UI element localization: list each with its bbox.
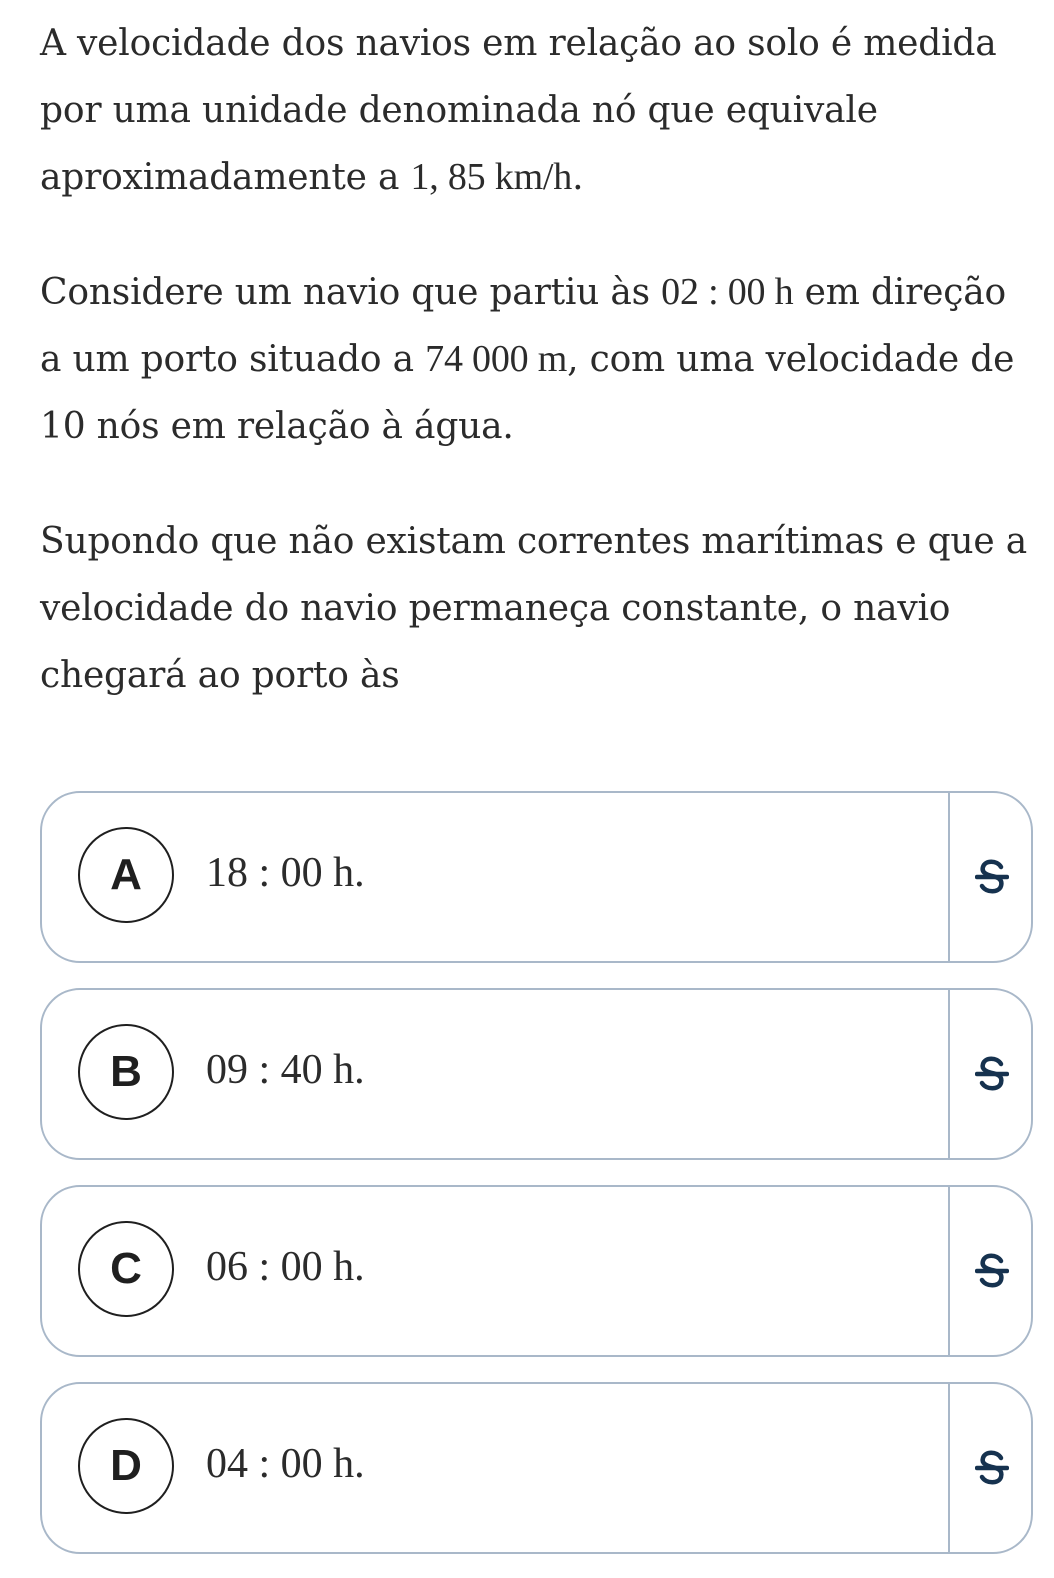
option-select-area[interactable] [42,1384,950,1552]
paragraph-text: Supondo que não existam correntes marítimas e que a velocidade do navio permaneça constante, o navio chegará ao porto às [40,521,1028,696]
option-letter-badge: A [78,827,174,923]
paragraph-text: Considere um navio que partiu às [40,272,662,313]
paragraph-text: em direção a um porto situado a [40,272,1006,380]
question-paragraph-2 [40,259,1030,460]
option-divider [948,793,950,961]
answer-option-b[interactable] [40,988,1033,1160]
strikethrough-icon [975,855,1009,899]
strike-option-button[interactable] [952,990,1032,1158]
math-distance: 74 000 m [425,338,568,380]
option-select-area[interactable] [42,793,950,961]
option-letter-badge: B [78,1024,174,1120]
option-text: 06 : 00 h. [206,1244,365,1290]
option-letter-badge: D [78,1418,174,1514]
strike-option-button[interactable] [952,1187,1032,1355]
option-text: 18 : 00 h. [206,850,365,896]
question-stem [40,10,1030,757]
strikethrough-icon [975,1249,1009,1293]
strikethrough-icon [975,1052,1009,1096]
paragraph-text: A velocidade dos navios em relação ao solo é medida por uma unidade denominada nó que equivale aproximadamente a [40,23,997,198]
option-divider [948,990,950,1158]
option-divider [948,1384,950,1552]
option-text: 04 : 00 h. [206,1441,365,1487]
option-divider [948,1187,950,1355]
paragraph-text: . [572,157,584,198]
question-paragraph-1 [40,10,1030,211]
option-text: 09 : 40 h. [206,1047,365,1093]
option-select-area[interactable] [42,990,950,1158]
answer-option-a[interactable] [40,791,1033,963]
question-paragraph-3 [40,508,1030,709]
paragraph-text: , com uma velocidade de 10 nós em relação à água. [40,339,1015,447]
math-departure-time: 02 : 00 h [661,271,794,313]
option-select-area[interactable] [42,1187,950,1355]
answer-option-d[interactable] [40,1382,1033,1554]
option-letter-badge: C [78,1221,174,1317]
answer-option-c[interactable] [40,1185,1033,1357]
strikethrough-icon [975,1446,1009,1490]
strike-option-button[interactable] [952,1384,1032,1552]
strike-option-button[interactable] [952,793,1032,961]
math-speed-knot: 1, 85 km/h [410,156,573,198]
